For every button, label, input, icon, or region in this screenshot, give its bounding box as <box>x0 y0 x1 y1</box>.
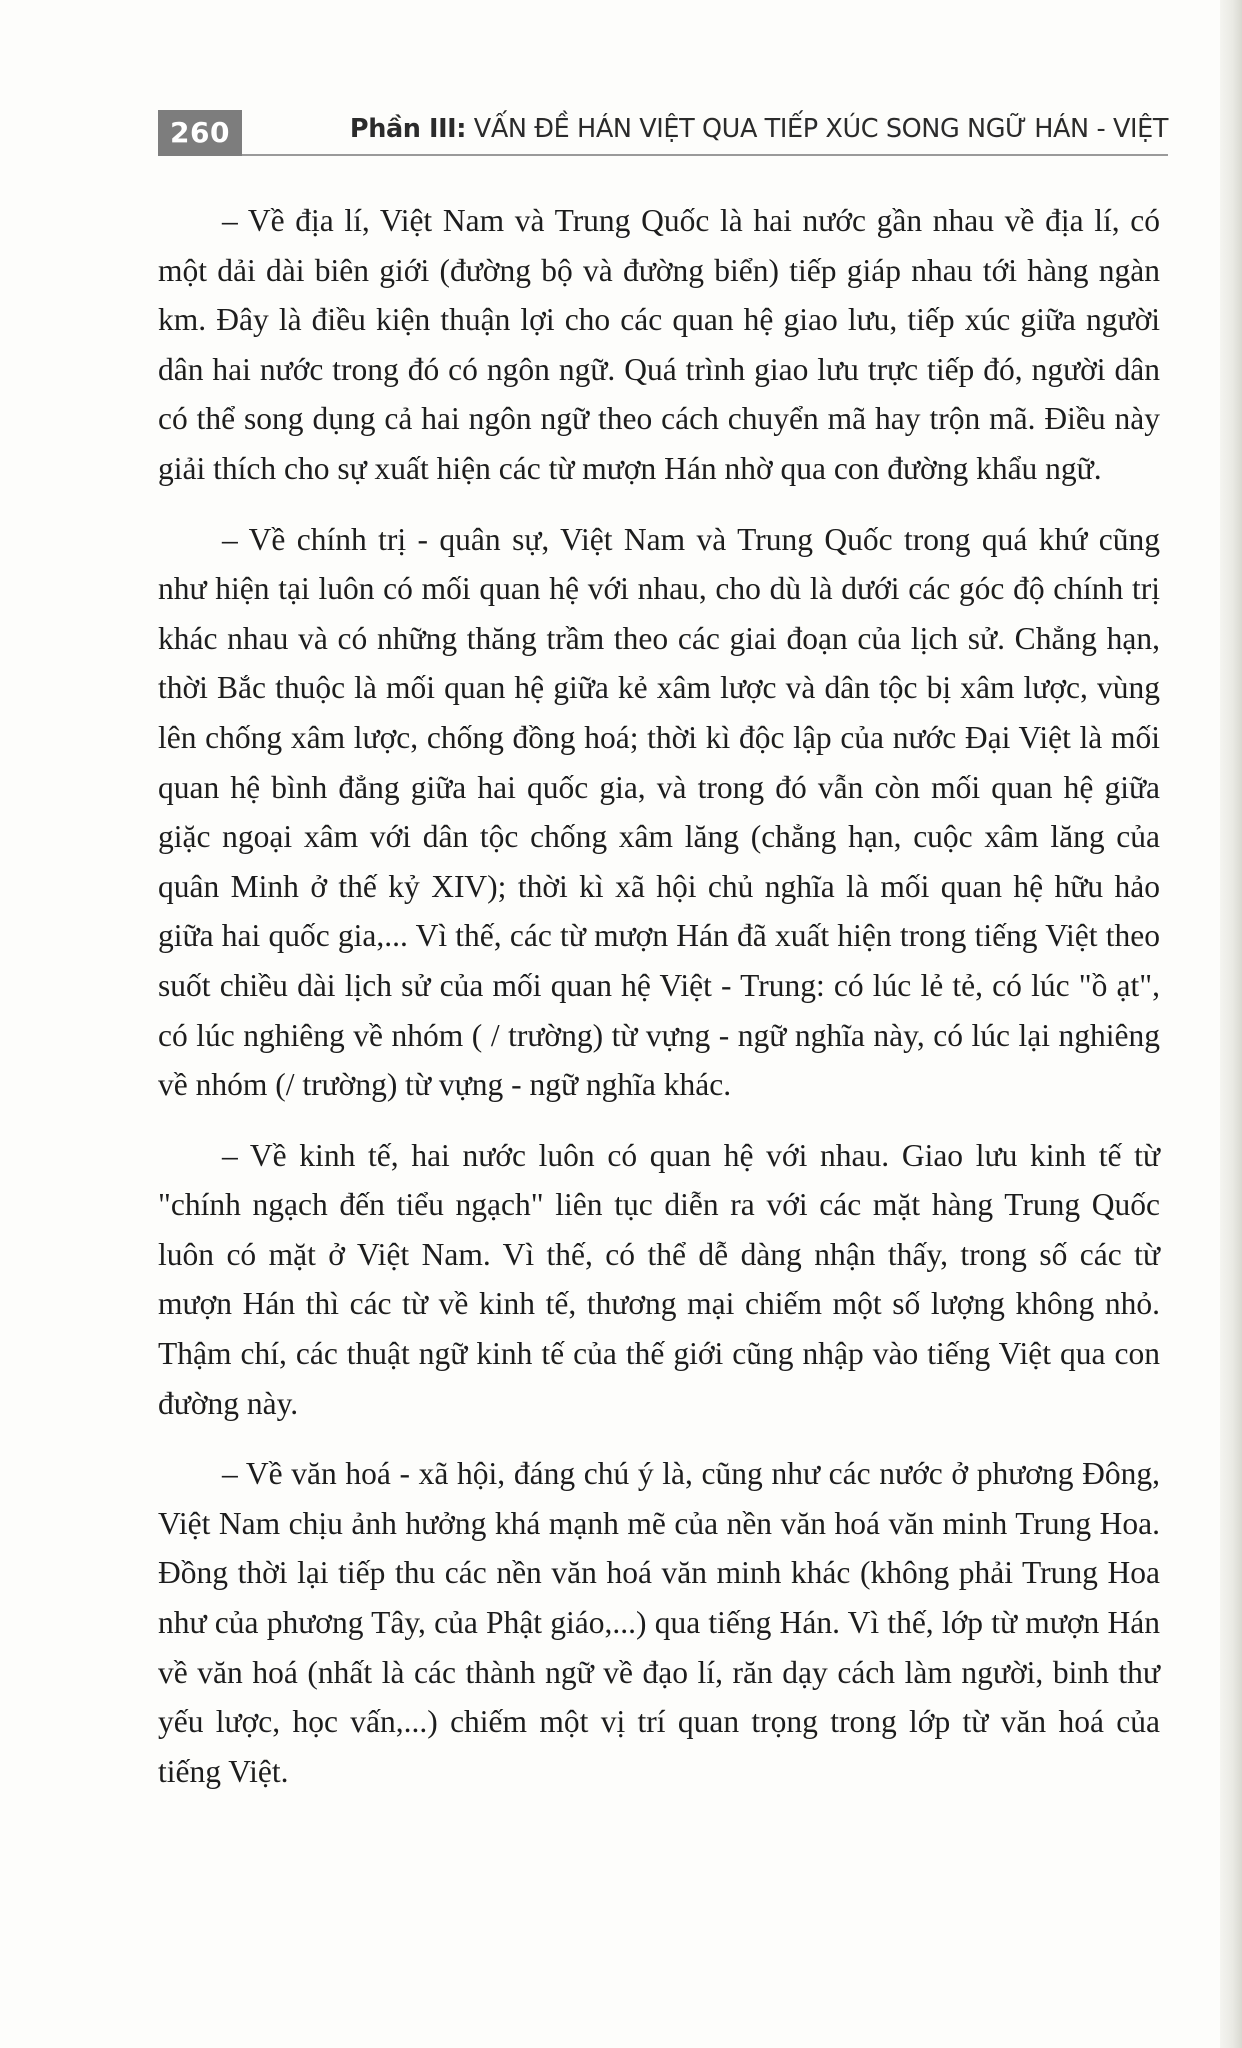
section-title: VẤN ĐỀ HÁN VIỆT QUA TIẾP XÚC SONG NGỮ HÁN - VIỆT <box>473 114 1168 144</box>
header-rule <box>242 154 1168 156</box>
paragraph-economy: – Về kinh tế, hai nước luôn có quan hệ với nhau. Giao lưu kinh tế từ "chính ngạch đến tiểu ngạch" liên tục diễn ra với các mặt hàng Trung Quốc luôn có mặt ở Việt Nam. Vì thế, có thể dễ dàng nhận thấy, trong số các từ mượn Hán thì các từ về kinh tế, thương mại chiếm một số lượng không nhỏ. Thậm chí, các thuật ngữ kinh tế của thế giới cũng nhập vào tiếng Việt qua con đường này. <box>158 1137 1160 1421</box>
page-number: 260 <box>158 110 242 156</box>
paragraph-politics-military: – Về chính trị - quân sự, Việt Nam và Trung Quốc trong quá khứ cũng như hiện tại luôn có mối quan hệ với nhau, cho dù là dưới các góc độ chính trị khác nhau và có những thăng trầm theo các giai đoạn của lịch sử. Chẳng hạn, thời Bắc thuộc là mối quan hệ giữa kẻ xâm lược và dân tộc bị xâm lược, vùng lên chống xâm lược, chống đồng hoá; thời kì độc lập của nước Đại Việt là mối quan hệ bình đẳng giữa hai quốc gia, và trong đó vẫn còn mối quan hệ giữa giặc ngoại xâm với dân tộc chống xâm lăng (chẳng hạn, cuộc xâm lăng của quân Minh ở thế kỷ XIV); thời kì xã hội chủ nghĩa là mối quan hệ hữu hảo giữa hai quốc gia,... Vì thế, các từ mượn Hán đã xuất hiện trong tiếng Việt theo suốt chiều dài lịch sử của mối quan hệ Việt - Trung: có lúc lẻ tẻ, có lúc "ồ ạt", có lúc nghiêng về nhóm ( / trường) từ vựng - ngữ nghĩa này, có lúc lại nghiêng về nhóm (/ trường) từ vựng - ngữ nghĩa khác. <box>158 521 1160 1103</box>
part-label: Phần III: <box>349 114 467 144</box>
running-header <box>158 110 1168 156</box>
body-text <box>158 196 1160 1796</box>
running-title <box>350 114 1168 144</box>
paragraph-culture-society: – Về văn hoá - xã hội, đáng chú ý là, cũng như các nước ở phương Đông, Việt Nam chịu ảnh hưởng khá mạnh mẽ của nền văn hoá văn minh Trung Hoa. Đồng thời lại tiếp thu các nền văn hoá văn minh khác (không phải Trung Hoa như của phương Tây, của Phật giáo,...) qua tiếng Hán. Vì thế, lớp từ mượn Hán về văn hoá (nhất là các thành ngữ về đạo lí, răn dạy cách làm người, binh thư yếu lược, học vấn,...) chiếm một vị trí quan trọng trong lớp từ văn hoá của tiếng Việt. <box>158 1456 1160 1789</box>
page-edge-shadow <box>1220 0 1242 2048</box>
paragraph-geography: – Về địa lí, Việt Nam và Trung Quốc là hai nước gần nhau về địa lí, có một dải dài biên giới (đường bộ và đường biển) tiếp giáp nhau tới hàng ngàn km. Đây là điều kiện thuận lợi cho các quan hệ giao lưu, tiếp xúc giữa người dân hai nước trong đó có ngôn ngữ. Quá trình giao lưu trực tiếp đó, người dân có thể song dụng cả hai ngôn ngữ theo cách chuyển mã hay trộn mã. Điều này giải thích cho sự xuất hiện các từ mượn Hán nhờ qua con đường khẩu ngữ. <box>158 203 1160 486</box>
